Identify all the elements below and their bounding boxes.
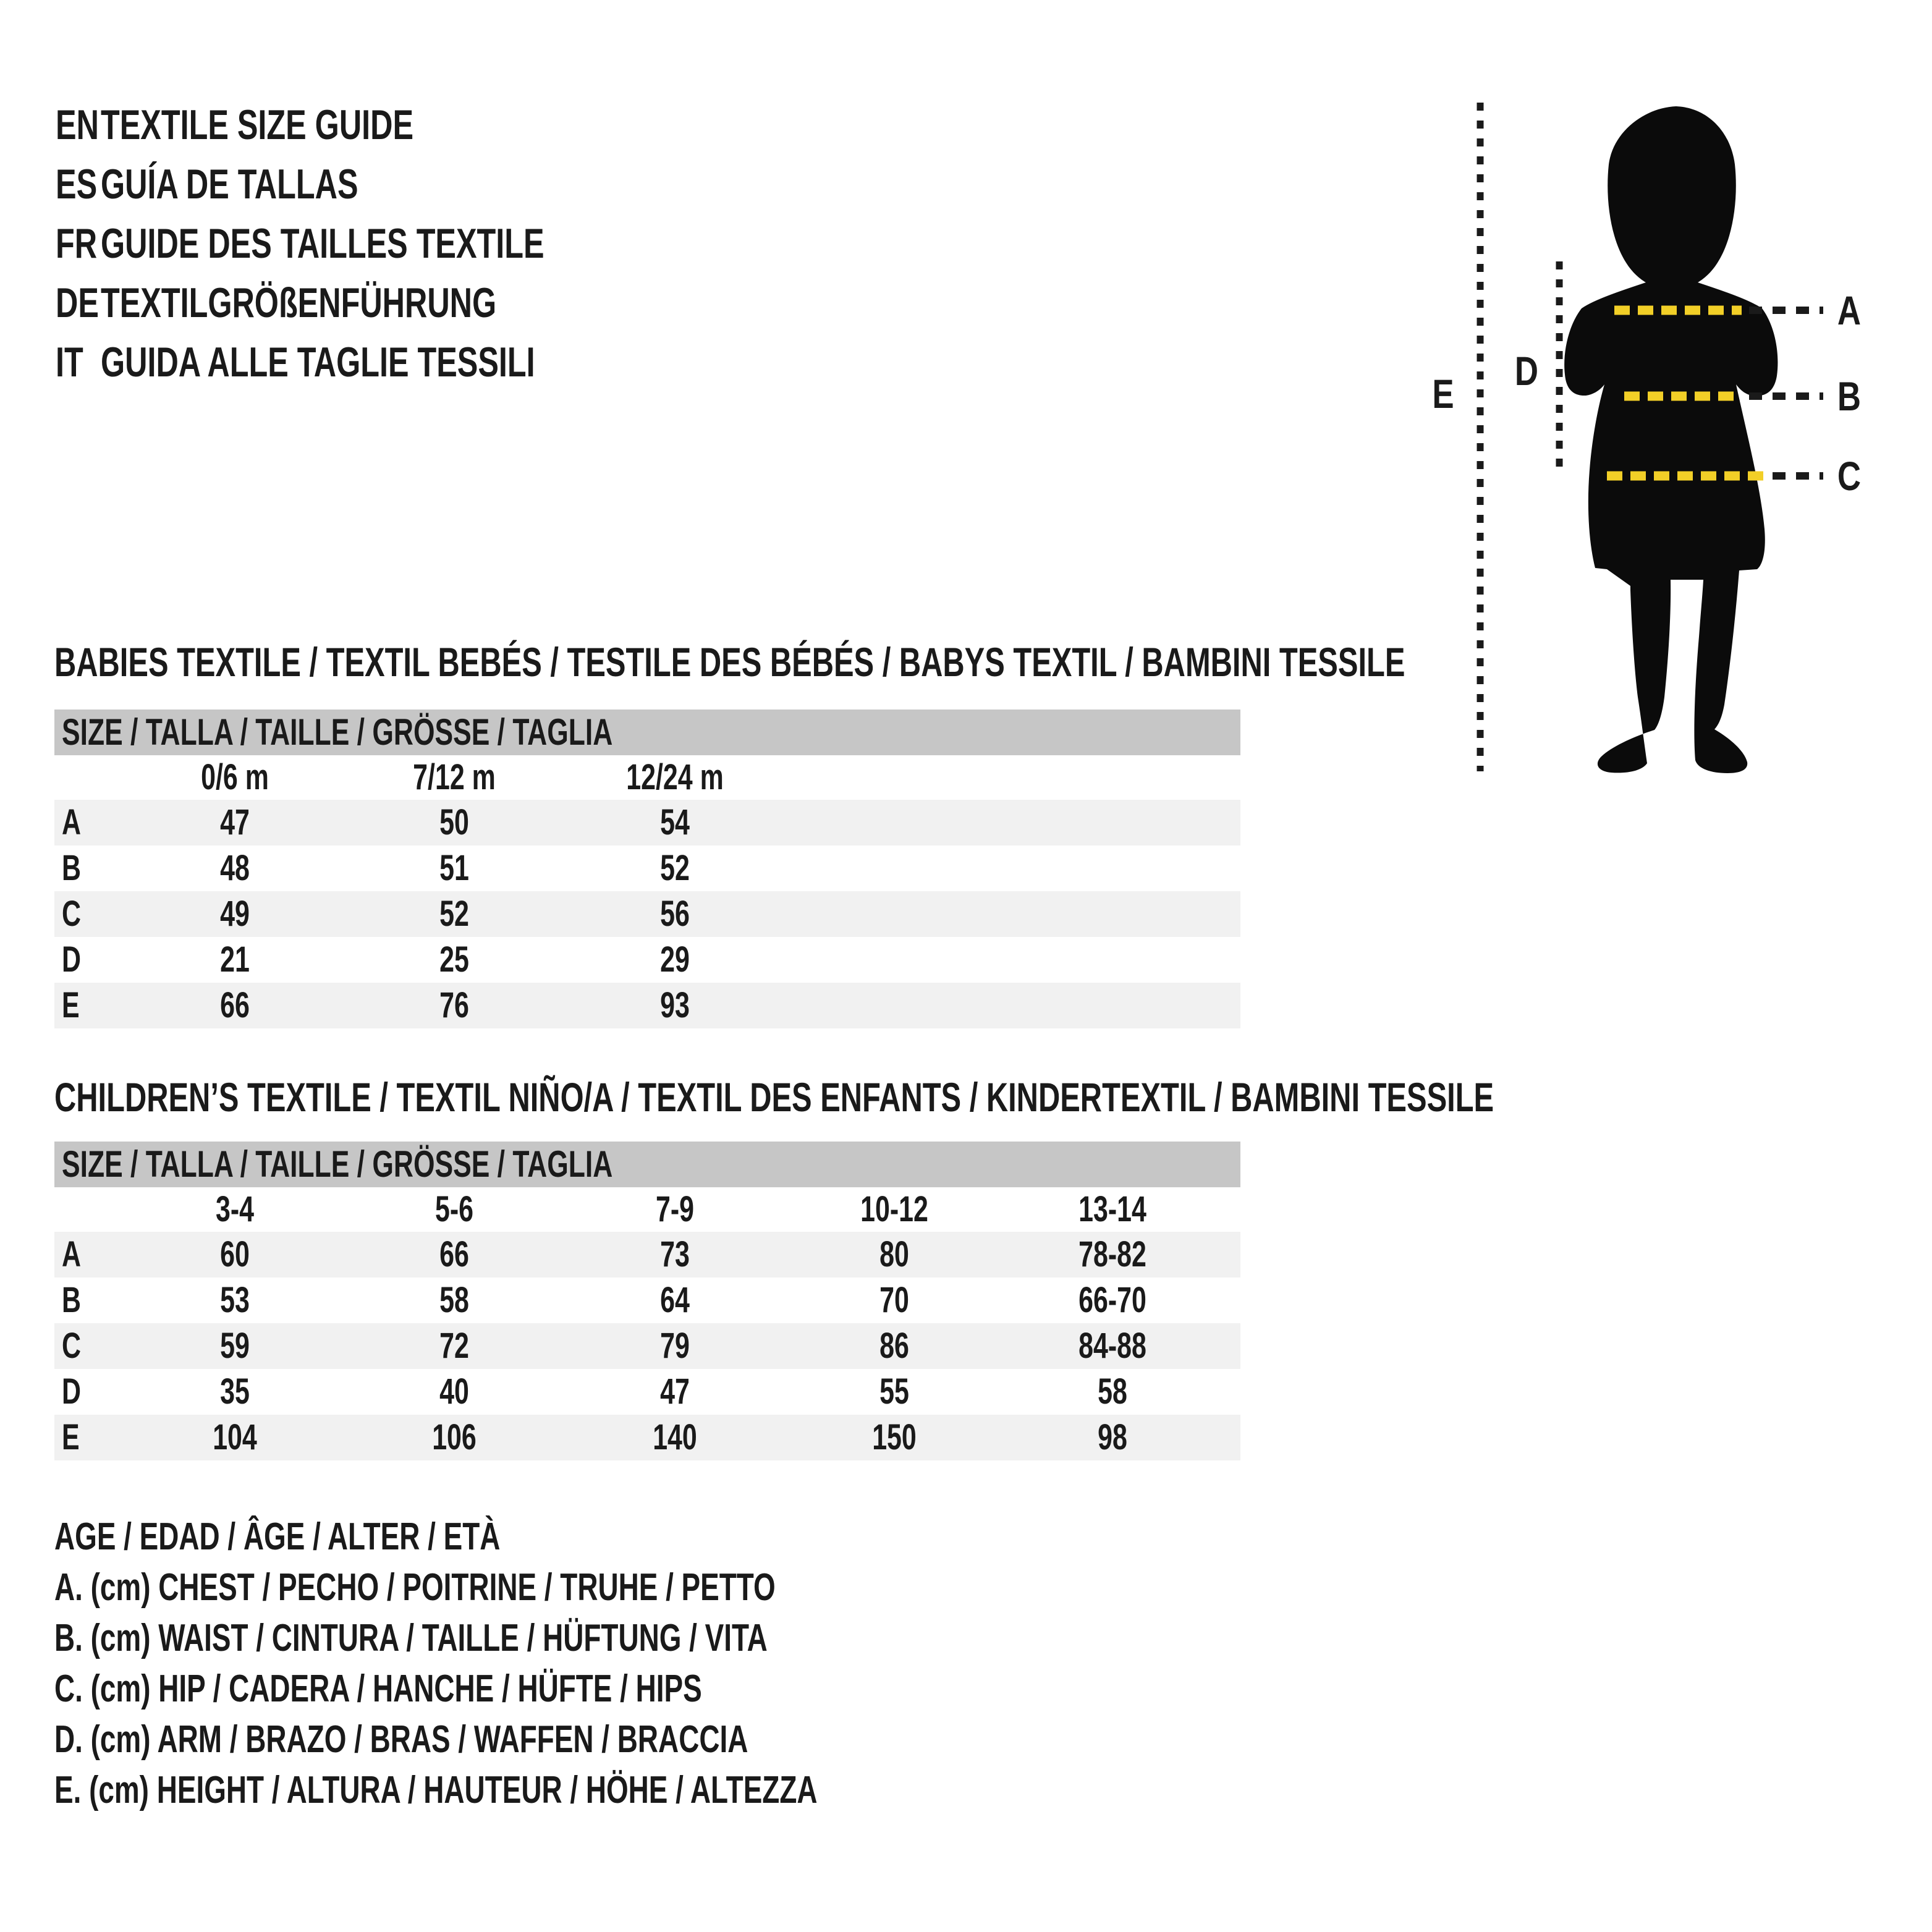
lang-title: GUIDA ALLE TAGLIE TESSILI [101,339,535,386]
children-column-headers [54,1187,1240,1232]
table-row [54,845,1240,891]
table-row [54,1415,1240,1460]
table-cell: 47 [660,1371,690,1412]
table-cell: 104 [213,1417,257,1457]
lang-row-es [56,155,700,214]
column-header: 10-12 [860,1189,928,1229]
row-label: A [62,802,81,842]
row-label: C [62,1326,81,1366]
row-label: D [62,939,81,980]
table-row [54,1232,1240,1277]
table-cell: 47 [220,802,250,842]
lang-row-en [56,95,700,155]
table-cell: 78-82 [1078,1234,1146,1274]
table-cell: 70 [879,1280,909,1320]
column-header: 12/24 m [626,757,724,797]
table-cell: 55 [879,1371,909,1412]
table-row [54,800,1240,845]
table-cell: 66 [439,1234,469,1274]
label-hip-c: C [1837,453,1862,499]
table-cell: 98 [1098,1417,1127,1457]
row-label: C [62,894,81,934]
children-size-table [54,1142,1240,1460]
babies-section-heading: BABIES TEXTILE / TEXTIL BEBÉS / TESTILE DES BÉBÉS / BABYS TEXTIL / BAMBINI TESSILE [54,639,1405,685]
column-header: 7/12 m [413,757,496,797]
lang-code: ES [56,161,98,208]
legend-chest: A. (cm) CHEST / PECHO / POITRINE / TRUHE / PETTO [54,1566,776,1609]
lang-title: GUÍA DE TALLAS [101,161,358,208]
children-section-heading: CHILDREN’S TEXTILE / TEXTIL NIÑO/A / TEXTIL DES ENFANTS / KINDERTEXTIL / BAMBINI TESSILE [54,1074,1494,1120]
table-cell: 50 [439,802,469,842]
table-row [54,983,1240,1028]
label-arm-d: D [1514,348,1539,394]
babies-column-headers [54,755,1240,800]
legend-waist: B. (cm) WAIST / CINTURA / TAILLE / HÜFTUNG / VITA [54,1617,768,1659]
table-cell: 59 [220,1326,250,1366]
table-cell: 53 [220,1280,250,1320]
legend-height: E. (cm) HEIGHT / ALTURA / HAUTEUR / HÖHE / ALTEZZA [54,1769,818,1811]
table-cell: 73 [660,1234,690,1274]
lang-title: GUIDE DES TAILLES TEXTILE [101,220,544,267]
table-row [54,1277,1240,1323]
lang-row-it [56,333,700,392]
table-row [54,1323,1240,1369]
table-cell: 80 [879,1234,909,1274]
table-cell: 35 [220,1371,250,1412]
lang-code: FR [56,220,98,267]
row-label: B [62,848,81,888]
table-cell: 72 [439,1326,469,1366]
table-cell: 76 [439,985,469,1025]
lang-title: TEXTILE SIZE GUIDE [101,101,414,148]
table-cell: 21 [220,939,250,980]
table-cell: 64 [660,1280,690,1320]
lang-code: IT [56,339,83,386]
table-cell: 54 [660,802,690,842]
lang-code: EN [56,101,99,148]
row-label: B [62,1280,81,1320]
table-cell: 60 [220,1234,250,1274]
row-label: E [62,1417,80,1457]
column-header: 5-6 [434,1189,474,1229]
table-cell: 49 [220,894,250,934]
column-header: 7-9 [655,1189,695,1229]
table-row [54,1369,1240,1415]
lang-code: DE [56,279,99,326]
lang-row-de [56,273,700,333]
label-height-e: E [1432,371,1454,417]
table-cell: 93 [660,985,690,1025]
table-cell: 66-70 [1078,1280,1146,1320]
table-row [54,891,1240,937]
table-cell: 150 [872,1417,917,1457]
table-cell: 40 [439,1371,469,1412]
table-cell: 48 [220,848,250,888]
label-chest-a: A [1837,287,1862,333]
legend-hip: C. (cm) HIP / CADERA / HANCHE / HÜFTE / HIPS [54,1667,702,1710]
table-row [54,937,1240,983]
label-waist-b: B [1837,373,1862,419]
table-cell: 58 [439,1280,469,1320]
table-cell: 51 [439,848,469,888]
lang-row-fr [56,214,700,273]
babies-size-header-bar: SIZE / TALLA / TAILLE / GRÖSSE / TAGLIA [54,710,1240,755]
table-cell: 56 [660,894,690,934]
table-cell: 66 [220,985,250,1025]
row-label: A [62,1234,81,1274]
language-list [56,95,700,392]
legend-age: AGE / EDAD / ÂGE / ALTER / ETÀ [54,1515,501,1558]
table-cell: 52 [439,894,469,934]
legend-arm: D. (cm) ARM / BRAZO / BRAS / WAFFEN / BRACCIA [54,1718,748,1761]
lang-title: TEXTILGRÖßENFÜHRUNG [101,279,497,326]
children-size-header-bar: SIZE / TALLA / TAILLE / GRÖSSE / TAGLIA [54,1142,1240,1187]
table-cell: 140 [653,1417,697,1457]
table-cell: 84-88 [1078,1326,1146,1366]
table-cell: 58 [1098,1371,1127,1412]
table-cell: 86 [879,1326,909,1366]
column-header: 13-14 [1078,1189,1146,1229]
measurement-legend [54,1512,1085,1816]
table-cell: 52 [660,848,690,888]
row-label: E [62,985,80,1025]
table-cell: 25 [439,939,469,980]
table-cell: 106 [432,1417,477,1457]
column-header: 0/6 m [201,757,269,797]
babies-size-table [54,710,1240,1028]
table-cell: 79 [660,1326,690,1366]
row-label: D [62,1371,81,1412]
table-cell: 29 [660,939,690,980]
column-header: 3-4 [215,1189,255,1229]
